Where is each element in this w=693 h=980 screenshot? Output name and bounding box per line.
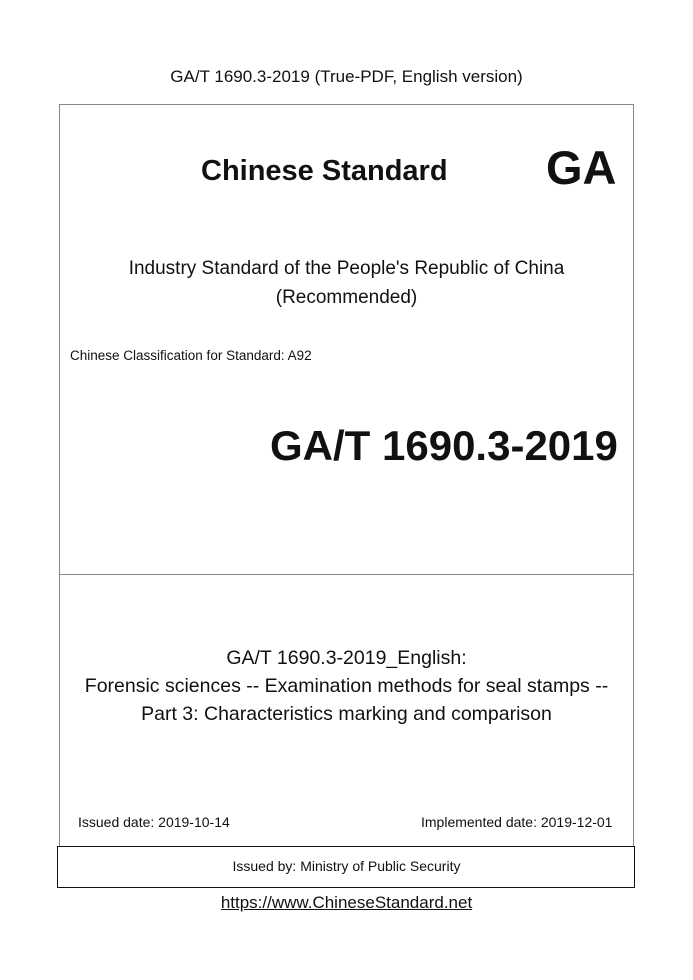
english-id-line: GA/T 1690.3-2019_English: [226,647,467,669]
document-title-line2: Part 3: Characteristics marking and comparison [141,703,552,725]
page-header: GA/T 1690.3-2019 (True-PDF, English version) [170,67,523,86]
implemented-date: Implemented date: 2019-12-01 [421,814,613,830]
industry-standard-line: Industry Standard of the People's Republic of China [128,258,565,279]
chinese-standard-heading: Chinese Standard [201,155,448,187]
issued-date: Issued date: 2019-10-14 [78,814,230,830]
website-link[interactable]: https://www.ChineseStandard.net [220,893,473,912]
standard-number: GA/T 1690.3-2019 [270,422,618,469]
ga-mark: GA [546,141,617,194]
recommended-line: (Recommended) [275,287,418,308]
document-title-line1: Forensic sciences -- Examination methods for seal stamps -- [84,675,609,697]
classification-text: Chinese Classification for Standard: A92 [70,348,312,363]
issued-by: Issued by: Ministry of Public Security [232,858,461,874]
